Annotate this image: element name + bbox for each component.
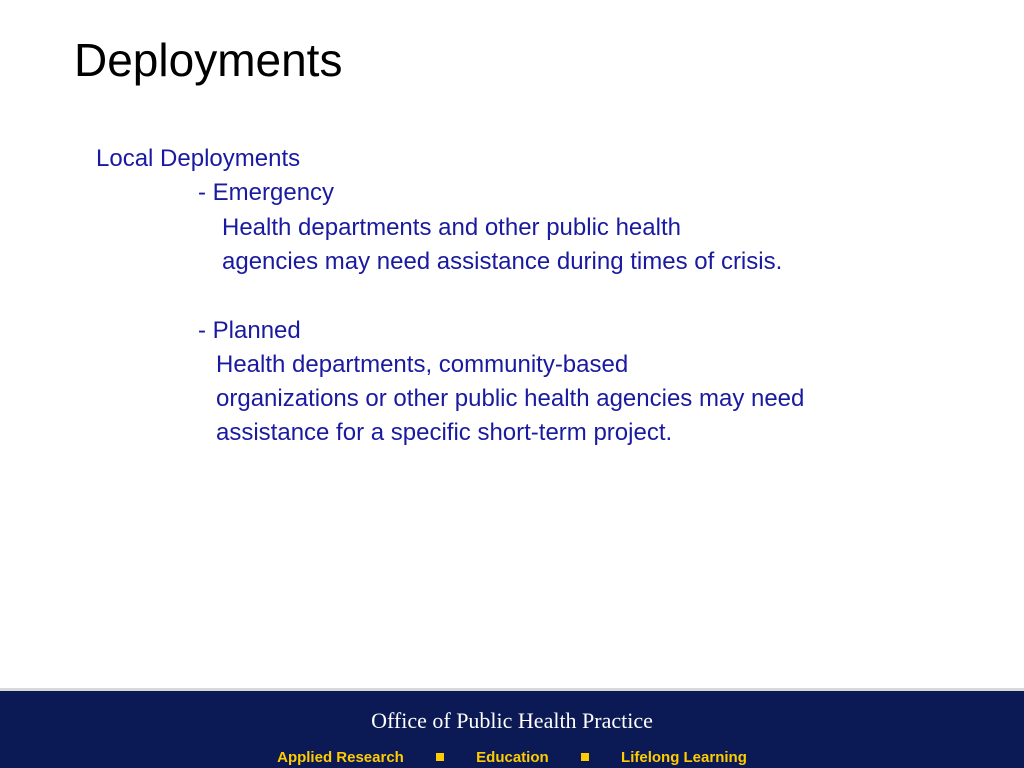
planned-text-line-1: Health departments, community-based <box>216 351 629 378</box>
planned-label: - Planned <box>198 317 301 344</box>
footer-rule <box>0 688 1024 691</box>
separator-square-icon <box>436 753 444 761</box>
footer-bar <box>0 688 1024 768</box>
emergency-text-line-1: Health departments and other public health <box>222 214 681 241</box>
slide-title: Deployments <box>74 34 343 86</box>
footer-tags <box>0 748 1024 766</box>
footer-tag-education: Education <box>476 748 549 766</box>
separator-square-icon <box>581 753 589 761</box>
footer-org-name: Office of Public Health Practice <box>371 708 653 733</box>
planned-text-line-3: assistance for a specific short-term project. <box>216 419 673 446</box>
planned-text-line-2: organizations or other public health agencies may need <box>216 385 805 412</box>
emergency-label: - Emergency <box>198 179 335 206</box>
footer-tag-lifelong-learning: Lifelong Learning <box>621 748 747 766</box>
emergency-text-line-2: agencies may need assistance during times of crisis. <box>222 248 783 275</box>
local-deployments-heading: Local Deployments <box>96 145 301 172</box>
footer-tag-applied-research: Applied Research <box>277 748 404 766</box>
